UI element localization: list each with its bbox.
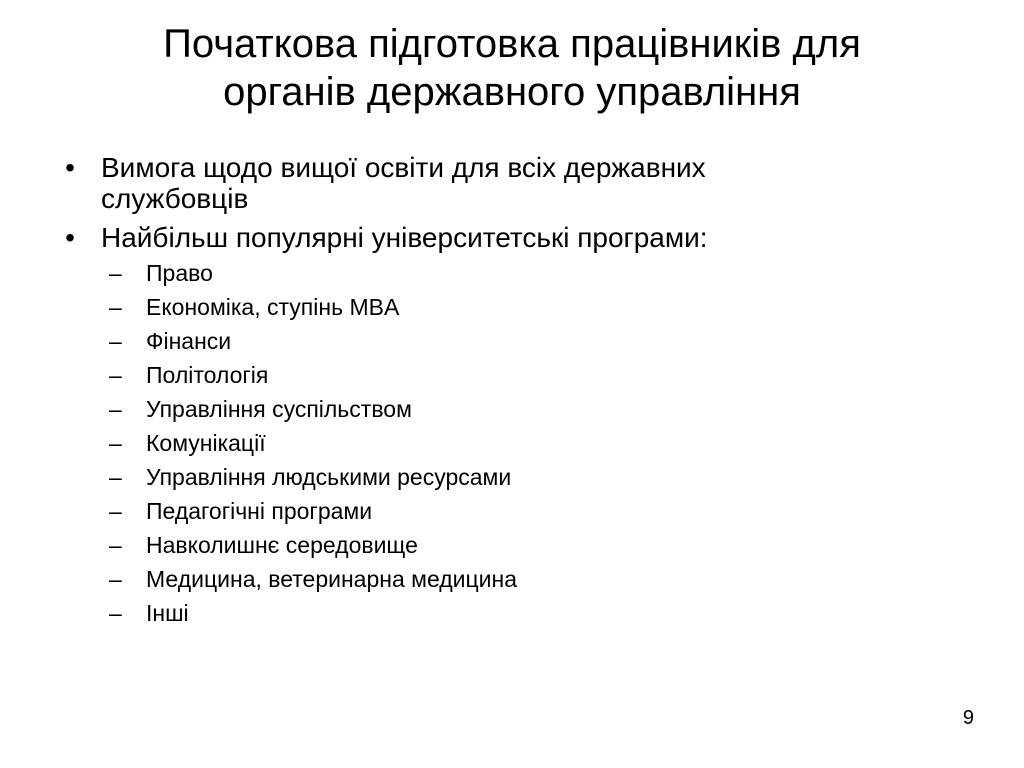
sub-bullet-text: Політологія: [146, 362, 269, 388]
sub-bullet-text: Право: [146, 260, 213, 286]
dash-marker: –: [109, 362, 122, 388]
page-number: 9: [962, 707, 974, 729]
bullet-marker: •: [65, 152, 75, 183]
dash-marker: –: [109, 430, 122, 456]
sub-bullet-item: [99, 430, 960, 456]
sub-bullet-text: Управління суспільством: [146, 396, 412, 422]
bullet-list: [60, 152, 960, 626]
sub-bullet-item: [99, 396, 960, 422]
dash-marker: –: [109, 600, 122, 626]
dash-marker: –: [109, 464, 122, 490]
dash-marker: –: [109, 260, 122, 286]
dash-marker: –: [109, 498, 122, 524]
sub-bullet-item: [99, 600, 960, 626]
sub-bullet-item: [99, 532, 960, 558]
slide-title-line: Початкова підготовка працівників для: [163, 22, 861, 66]
sub-bullet-text: Інші: [146, 600, 189, 626]
dash-marker: –: [109, 328, 122, 354]
bullet-item: [60, 152, 960, 214]
sub-bullet-text: Економіка, ступінь MBA: [146, 294, 400, 320]
slide-title-line: органів державного управління: [223, 70, 801, 114]
bullet-text-line: Вимога щодо вищої освіти для всіх державних: [101, 152, 706, 183]
sub-bullet-text: Навколишнє середовище: [146, 532, 418, 558]
bullet-marker: •: [65, 222, 75, 253]
dash-marker: –: [109, 566, 122, 592]
sub-bullet-text: Медицина, ветеринарна медицина: [146, 566, 518, 592]
sub-bullet-item: [99, 464, 960, 490]
sub-bullet-item: [99, 260, 960, 286]
sub-bullet-item: [99, 498, 960, 524]
sub-bullet-item: [99, 566, 960, 592]
bullet-text-line: Найбільш популярні університетські програми:: [101, 222, 708, 253]
sub-bullet-text: Управління людськими ресурсами: [146, 464, 512, 490]
dash-marker: –: [109, 294, 122, 320]
slide-body: [60, 152, 960, 634]
sub-bullet-text: Комунікації: [146, 430, 266, 456]
bullet-item: [60, 222, 960, 626]
dash-marker: –: [109, 396, 122, 422]
sub-bullet-item: [99, 294, 960, 320]
sub-bullet-text: Педагогічні програми: [146, 498, 373, 524]
bullet-text-line: службовців: [101, 183, 249, 214]
dash-marker: –: [109, 532, 122, 558]
sub-bullet-text: Фінанси: [146, 328, 232, 354]
sub-bullet-list: [99, 260, 960, 626]
slide-title: [60, 20, 964, 116]
sub-bullet-item: [99, 328, 960, 354]
sub-bullet-item: [99, 362, 960, 388]
